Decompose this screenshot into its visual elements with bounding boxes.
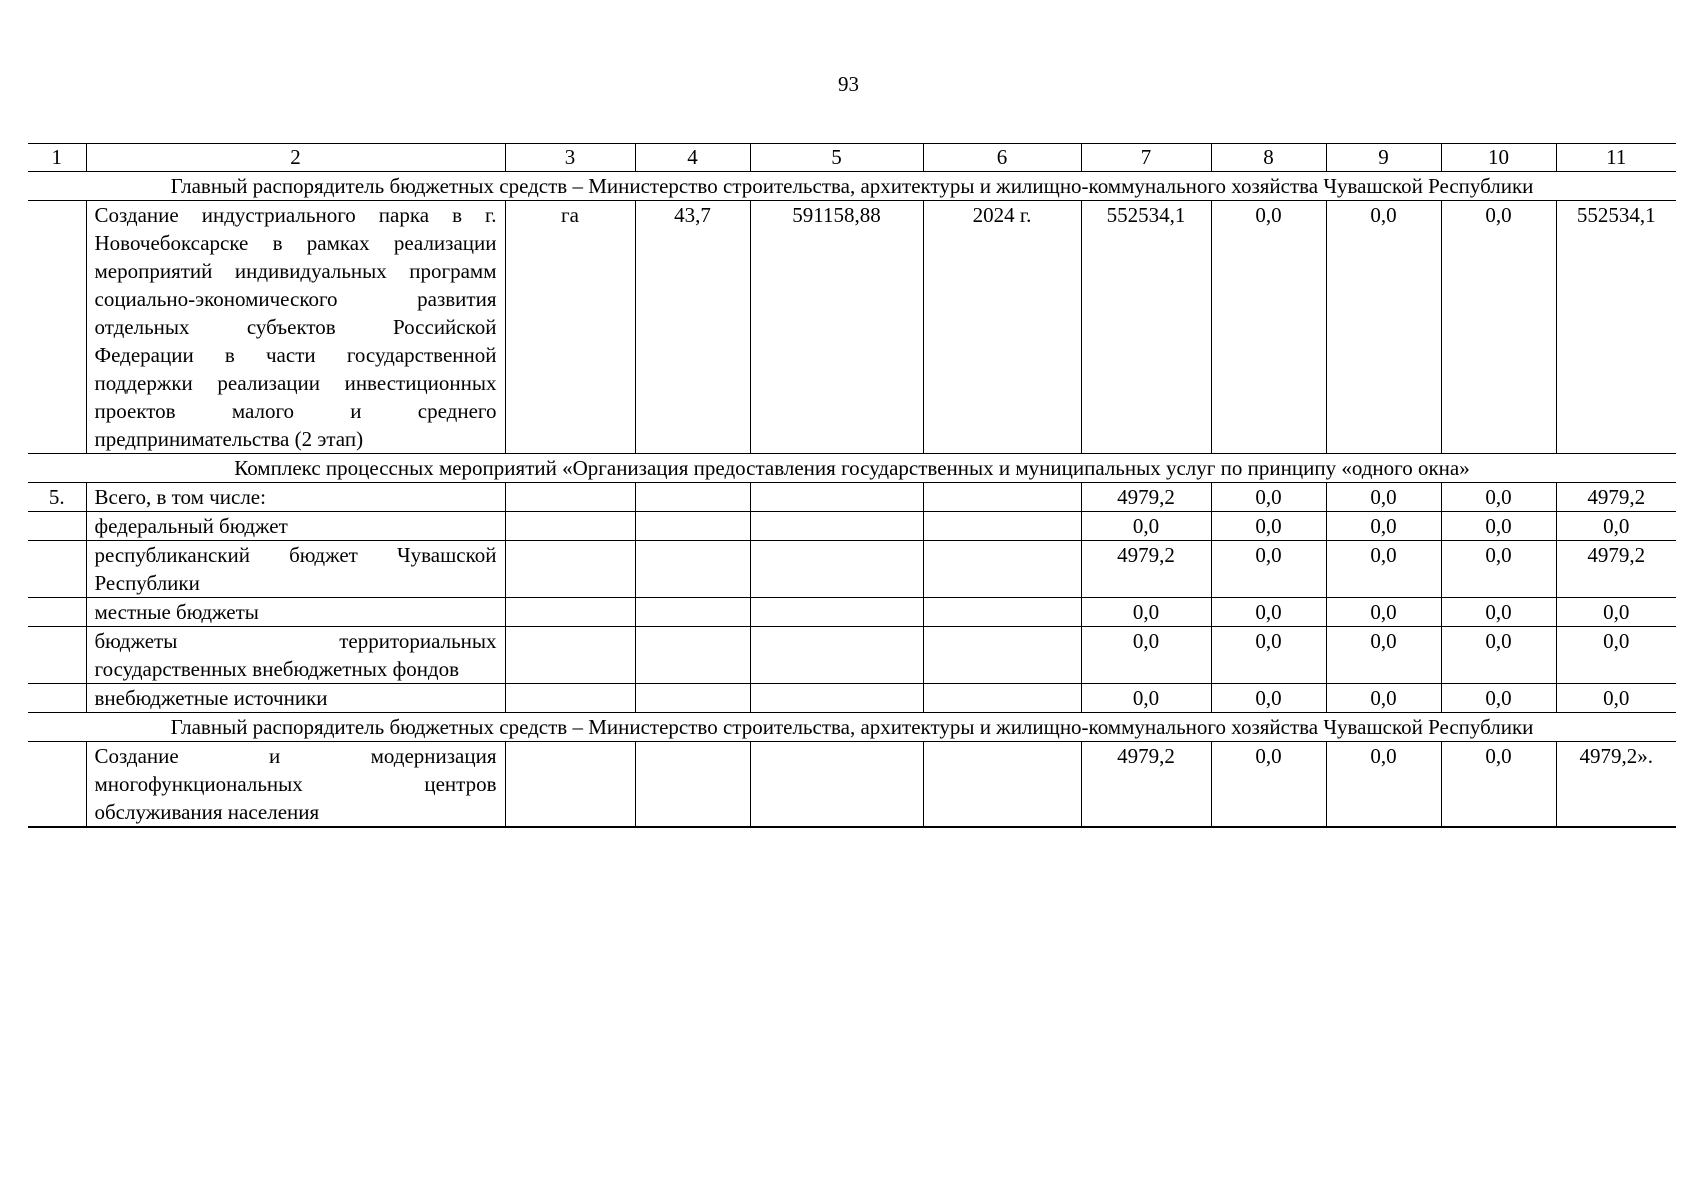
column-header: 4 [635,144,750,172]
column-header: 8 [1211,144,1326,172]
row-value-8: 0,0 [1211,598,1326,627]
row-name: бюджеты территориальных государственных внебюджетных фондов [86,627,505,684]
row-value-10: 0,0 [1441,684,1556,713]
table-row [28,627,1676,684]
budget-table [28,143,1676,828]
row-number [28,512,86,541]
row-year: 2024 г. [923,201,1081,454]
row-value-11: 4979,2». [1556,742,1676,828]
row-value-7: 4979,2 [1081,742,1211,828]
row-value-11: 0,0 [1556,512,1676,541]
row-value-7: 0,0 [1081,512,1211,541]
row-value-11: 0,0 [1556,598,1676,627]
row-name: Создание индустриального парка в г. Новочебоксарске в рамках реализации мероприятий индивидуальных программ социально-экономического развития отдельных субъектов Российской Федерации в части государственной поддержки реализации инвестиционных проектов малого и среднего предпринимательства (2 этап) [86,201,505,454]
row-value-7: 4979,2 [1081,541,1211,598]
page-number: 93 [838,72,859,96]
row-value-8: 0,0 [1211,483,1326,512]
row-value-10: 0,0 [1441,483,1556,512]
table-row [28,598,1676,627]
row-value-7: 4979,2 [1081,483,1211,512]
row-number [28,684,86,713]
row-name: Всего, в том числе: [86,483,505,512]
row-value-8: 0,0 [1211,684,1326,713]
row-value-10: 0,0 [1441,541,1556,598]
row-value-9: 0,0 [1326,627,1441,684]
section-title-row [28,172,1676,201]
row-value-9: 0,0 [1326,512,1441,541]
row-value-10: 0,0 [1441,512,1556,541]
column-header: 5 [750,144,923,172]
row-value-10: 0,0 [1441,201,1556,454]
row-number [28,598,86,627]
row-value-11: 552534,1 [1556,201,1676,454]
row-value-11: 4979,2 [1556,483,1676,512]
column-header: 9 [1326,144,1441,172]
section-title: Главный распорядитель бюджетных средств – Министерство строительства, архитектуры и жилищно-коммунального хозяйства Чувашской Республики [28,172,1676,201]
row-value-11: 0,0 [1556,627,1676,684]
row-value-7: 0,0 [1081,627,1211,684]
row-value-9: 0,0 [1326,684,1441,713]
column-number-row [28,144,1676,172]
table-row [28,512,1676,541]
row-value-8: 0,0 [1211,627,1326,684]
table-row [28,541,1676,598]
row-value-9: 0,0 [1326,598,1441,627]
row-value-8: 0,0 [1211,201,1326,454]
table-row [28,742,1676,828]
table-row [28,483,1676,512]
row-number: 5. [28,483,86,512]
row-unit: га [505,201,635,454]
column-header: 3 [505,144,635,172]
column-header: 2 [86,144,505,172]
row-name: федеральный бюджет [86,512,505,541]
row-value-11: 0,0 [1556,684,1676,713]
section-title-row [28,713,1676,742]
row-value-9: 0,0 [1326,483,1441,512]
row-value-7: 0,0 [1081,598,1211,627]
section-title: Главный распорядитель бюджетных средств – Министерство строительства, архитектуры и жилищно-коммунального хозяйства Чувашской Республики [28,713,1676,742]
column-header: 6 [923,144,1081,172]
column-header: 1 [28,144,86,172]
row-value-9: 0,0 [1326,742,1441,828]
row-value-8: 0,0 [1211,512,1326,541]
section-title-row [28,454,1676,483]
column-header: 11 [1556,144,1676,172]
row-value-11: 4979,2 [1556,541,1676,598]
row-number [28,201,86,454]
column-header: 7 [1081,144,1211,172]
row-capacity: 43,7 [635,201,750,454]
row-number [28,541,86,598]
row-name: внебюджетные источники [86,684,505,713]
row-value-7: 552534,1 [1081,201,1211,454]
row-value-7: 0,0 [1081,684,1211,713]
row-value-9: 0,0 [1326,541,1441,598]
row-value-8: 0,0 [1211,742,1326,828]
row-number [28,627,86,684]
row-number [28,742,86,828]
row-name: местные бюджеты [86,598,505,627]
row-name: республиканский бюджет Чувашской Республики [86,541,505,598]
row-value-10: 0,0 [1441,627,1556,684]
table-row [28,684,1676,713]
row-name: Создание и модернизация многофункциональных центров обслуживания населения [86,742,505,828]
row-value-10: 0,0 [1441,598,1556,627]
row-value-9: 0,0 [1326,201,1441,454]
column-header: 10 [1441,144,1556,172]
section-title: Комплекс процессных мероприятий «Организация предоставления государственных и муниципальных услуг по принципу «одного окна» [28,454,1676,483]
row-value-10: 0,0 [1441,742,1556,828]
row-cost: 591158,88 [750,201,923,454]
row-value-8: 0,0 [1211,541,1326,598]
table-row [28,201,1676,454]
